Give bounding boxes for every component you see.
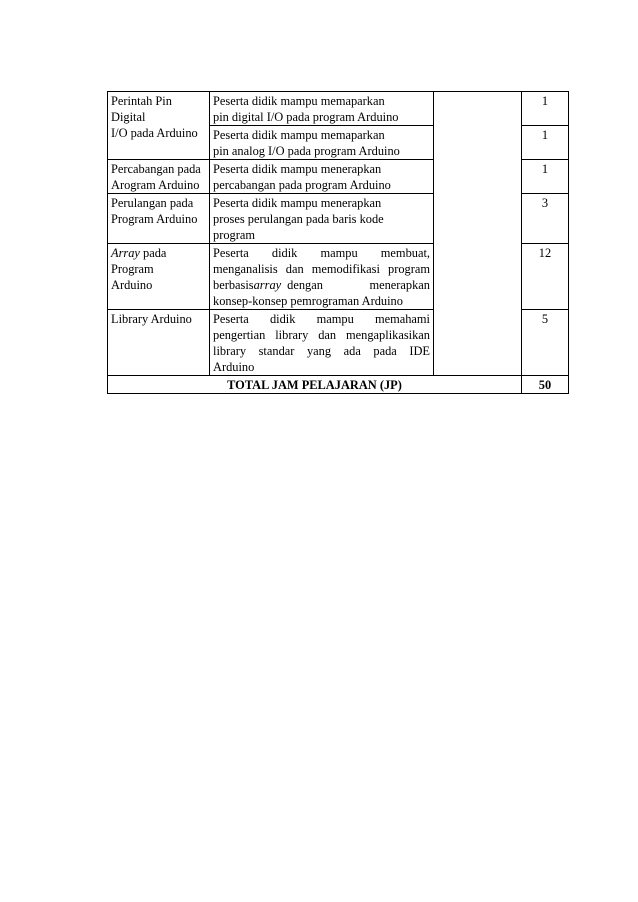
jp-cell: 1 (522, 126, 569, 160)
curriculum-table-page (107, 91, 568, 394)
topic-cell: Library Arduino (108, 310, 210, 376)
table-row (108, 92, 569, 126)
blank-column-cell (434, 92, 522, 376)
topic-cell: Perintah Pin Digital I/O pada Arduino (108, 92, 210, 160)
curriculum-table (107, 91, 569, 394)
topic-cell: Perulangan pada Program Arduino (108, 194, 210, 244)
jp-cell: 1 (522, 160, 569, 194)
total-value: 50 (522, 376, 569, 394)
total-row (108, 376, 569, 394)
jp-cell: 5 (522, 310, 569, 376)
topic-cell: Percabangan pada Arogram Arduino (108, 160, 210, 194)
description-cell: Peserta didik mampu menerapkan percabangan pada program Arduino (210, 160, 434, 194)
jp-cell: 12 (522, 244, 569, 310)
jp-cell: 3 (522, 194, 569, 244)
topic-cell: Array pada Program Arduino (108, 244, 210, 310)
total-label: TOTAL JAM PELAJARAN (JP) (108, 376, 522, 394)
description-cell: Peserta didik mampu memahami pengertian library dan mengaplikasikan library standar yang ada pada IDE Arduino (210, 310, 434, 376)
description-cell: Peserta didik mampu membuat, menganalisis dan memodifikasi program berbasis array dengan menerapkan konsep-konsep pemrograman Arduino (210, 244, 434, 310)
description-cell: Peserta didik mampu menerapkan proses perulangan pada baris kode program (210, 194, 434, 244)
description-cell: Peserta didik mampu memaparkan pin digital I/O pada program Arduino (210, 92, 434, 126)
description-cell: Peserta didik mampu memaparkan pin analog I/O pada program Arduino (210, 126, 434, 160)
jp-cell: 1 (522, 92, 569, 126)
